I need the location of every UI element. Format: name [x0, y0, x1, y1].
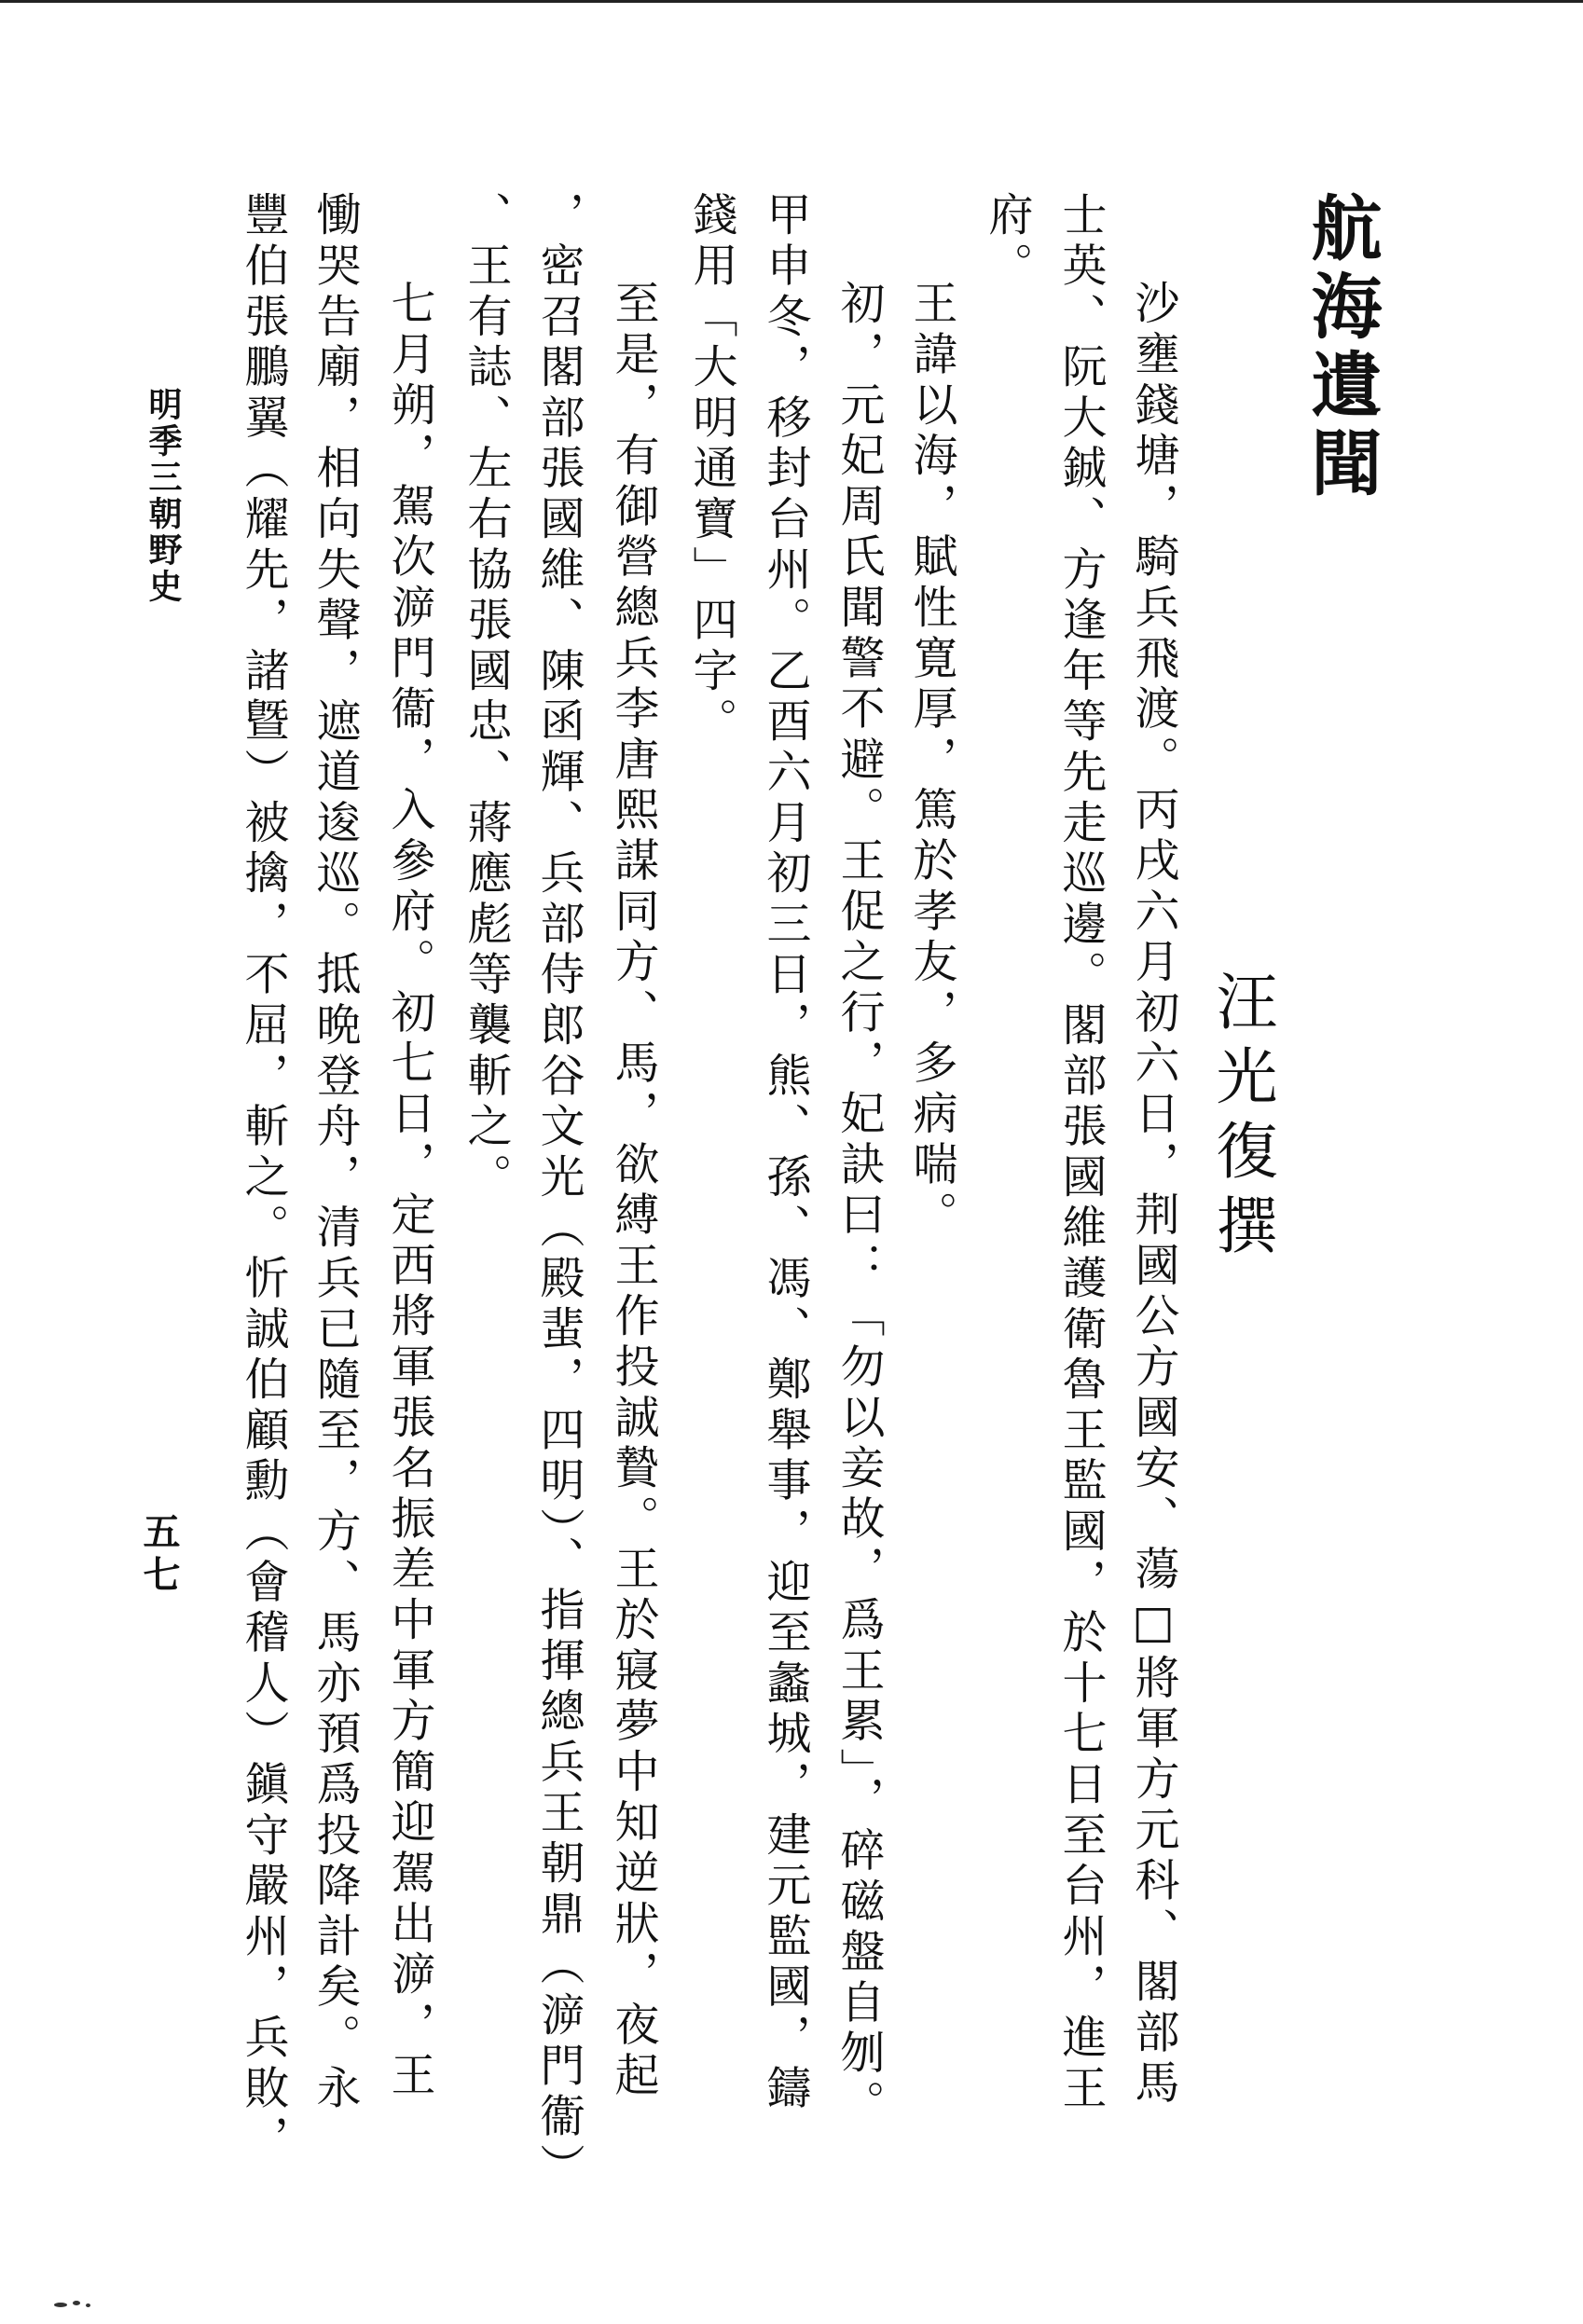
- scan-speck: [86, 2303, 90, 2307]
- page-number: 五七: [137, 1512, 181, 1598]
- text-column-6: 甲申冬，移封台州。乙酉六月初三日，熊、孫、馮、鄭舉事，迎至蠡城，建元監國，鑄: [759, 191, 811, 2115]
- text-column-3: 沙壅錢塘，騎兵飛渡。丙戌六月初六日，荆國公方國安、蕩□將軍方元科、閣部馬: [1127, 280, 1179, 2110]
- text-column-8: 至是，有御營總兵李唐熙謀同方、馬，欲縛王作投誠贄。王於寢夢中知逆狀，夜起: [607, 280, 659, 2102]
- author-byline: 汪光復撰: [1205, 969, 1277, 1268]
- text-column-4: 王諱以海，賦性寛厚，篤於孝友，多病喘。: [905, 280, 957, 1242]
- page-title: 航海遺聞: [1300, 191, 1383, 504]
- text-column-11: 七月朔，駕次㴑門衞，入參府。初七日，定西將軍張名振差中軍方簡迎駕出㴑，王: [383, 280, 435, 2102]
- text-column-1: 府。: [981, 191, 1033, 293]
- text-column-13: 豐伯張鵬翼（耀先，諸曁）被擒，不屈，斬之。忻誠伯顧勳（會稽人）鎭守嚴州，兵敗，: [237, 191, 289, 2166]
- scan-speck: [73, 2301, 80, 2305]
- top-border-rule: [0, 0, 1583, 3]
- text-column-10: 、王有誌、左右協張國忠、蔣應彪等襲斬之。: [460, 191, 512, 1203]
- text-column-2: 士英、阮大鋮、方逢年等先走巡邊。閣部張國維護衛魯王監國，於十七日至台州，進王: [1054, 191, 1107, 2115]
- text-column-7: 錢用「大明通寶」四字。: [685, 191, 737, 749]
- text-column-12: 慟哭告廟，相向失聲，遮道逡巡。抵晩登舟，清兵已隨至，方、馬亦預爲投降計矣。永: [309, 191, 361, 2115]
- book-title-footer: 明季三朝野史: [144, 387, 183, 605]
- text-column-9: ，密召閣部張國維、陳函輝、兵部侍郎谷文光（殿蜚，四明）、指揮總兵王朝鼎（㴑門衞）: [532, 191, 585, 2193]
- text-column-5: 初，元妃周氏聞警不避。王促之行，妃訣曰：「勿以妾故，爲王累」，碎磁盤自刎。: [833, 280, 885, 2131]
- scan-speck: [54, 2303, 67, 2307]
